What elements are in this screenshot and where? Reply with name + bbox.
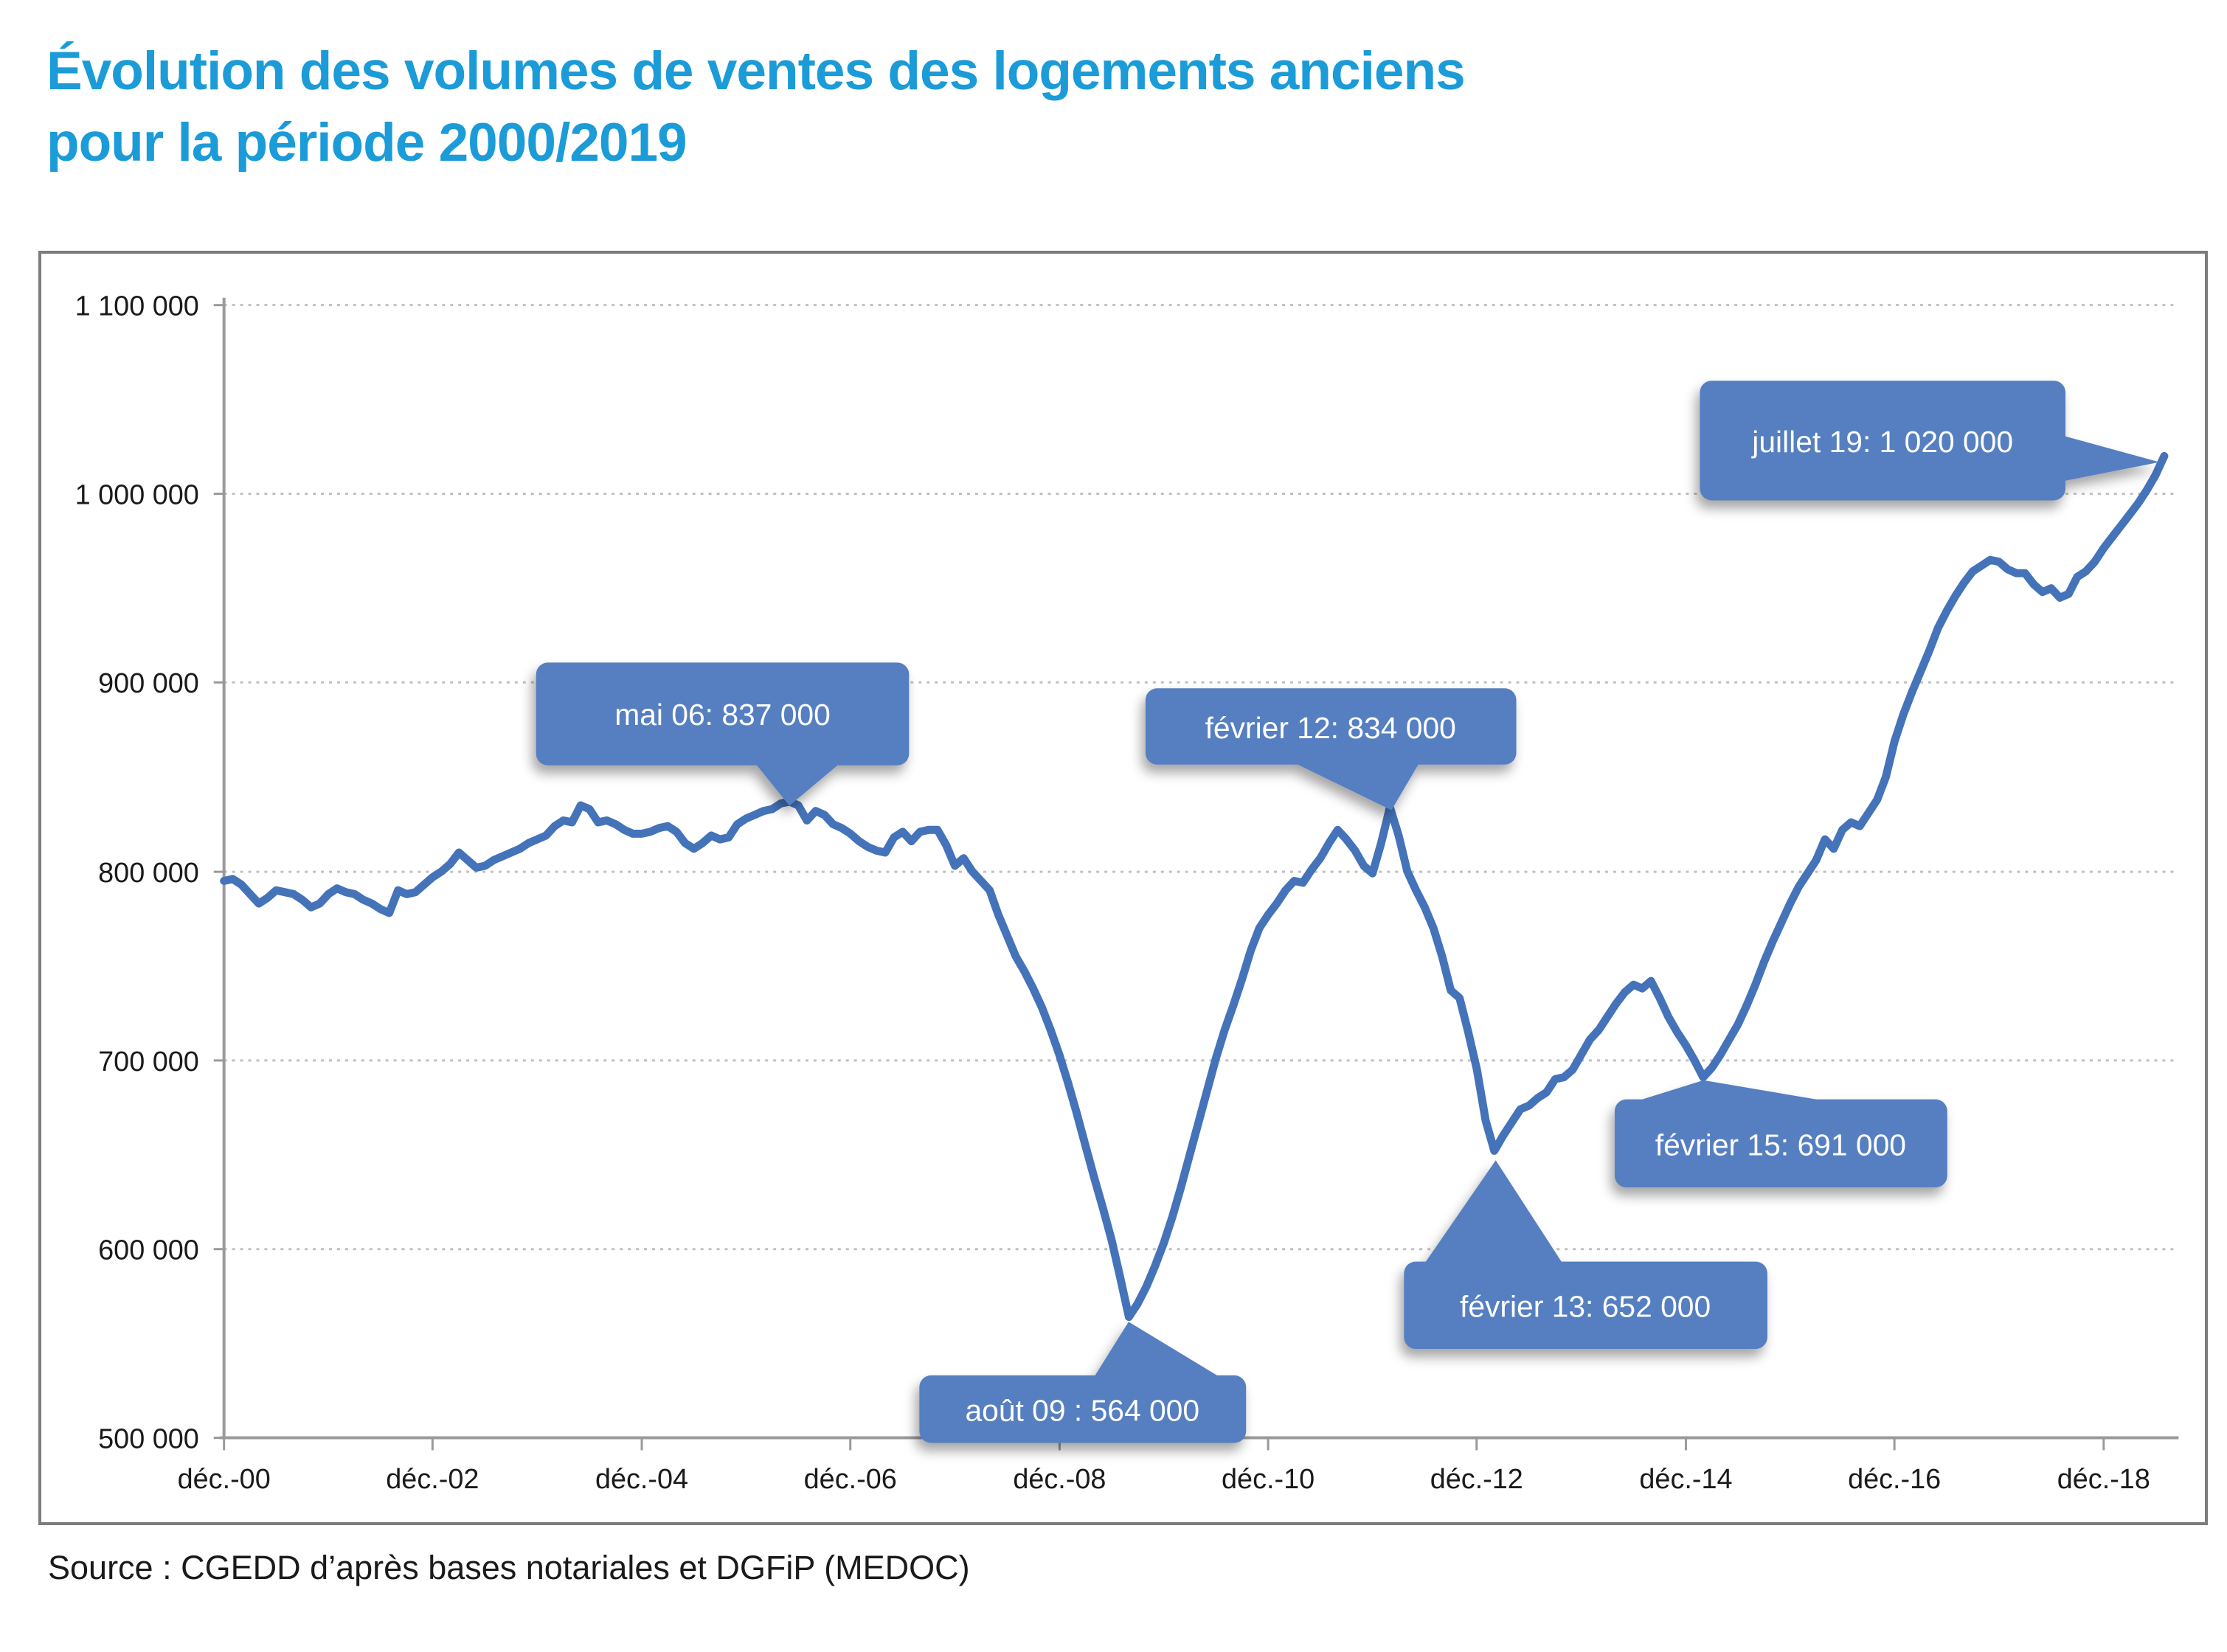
annotation-callouts bbox=[536, 381, 2160, 1443]
x-axis-labels bbox=[178, 1464, 2150, 1495]
y-tick-label: 800 000 bbox=[98, 858, 199, 889]
y-tick-label: 600 000 bbox=[98, 1235, 199, 1266]
callout-label: mai 06: 837 000 bbox=[614, 698, 831, 732]
x-tick-label: déc.-08 bbox=[1013, 1464, 1106, 1496]
callout-label: février 15: 691 000 bbox=[1655, 1128, 1906, 1162]
x-tick-label: déc.-18 bbox=[2057, 1464, 2150, 1496]
chart-title bbox=[46, 35, 1465, 178]
x-tick-label: déc.-14 bbox=[1639, 1464, 1733, 1496]
y-axis-labels bbox=[75, 291, 199, 1455]
chart-title-line2: pour la période 2000/2019 bbox=[46, 113, 687, 173]
callout-label: juillet 19: 1 020 000 bbox=[1752, 424, 2014, 459]
callout-juillet-19 bbox=[1700, 381, 2159, 500]
callout-aout-09 bbox=[919, 1322, 1246, 1443]
y-tick-label: 500 000 bbox=[98, 1423, 199, 1455]
y-tick-label: 1 100 000 bbox=[75, 291, 199, 322]
callout-label: février 13: 652 000 bbox=[1459, 1289, 1711, 1324]
line-chart bbox=[41, 254, 2205, 1522]
x-tick-label: déc.-12 bbox=[1430, 1464, 1523, 1496]
x-tick-label: déc.-02 bbox=[386, 1464, 479, 1496]
x-tick-label: déc.-00 bbox=[177, 1464, 271, 1496]
y-tick-marks bbox=[214, 305, 224, 1438]
callout-fevrier-15 bbox=[1615, 1080, 1947, 1187]
source-note: Source : CGEDD d’après bases notariales et DGFiP (MEDOC) bbox=[48, 1549, 970, 1586]
sales-volume-line bbox=[224, 456, 2164, 1316]
y-tick-label: 900 000 bbox=[98, 668, 199, 700]
x-tick-label: déc.-04 bbox=[595, 1464, 689, 1496]
x-tick-label: déc.-06 bbox=[803, 1464, 897, 1496]
chart-title-line1: Évolution des volumes de ventes des logements anciens bbox=[46, 41, 1465, 101]
y-tick-label: 700 000 bbox=[98, 1046, 199, 1077]
x-tick-label: déc.-16 bbox=[1848, 1464, 1942, 1496]
callout-fevrier-12 bbox=[1146, 688, 1517, 810]
y-tick-label: 1 000 000 bbox=[75, 479, 199, 511]
chart-area bbox=[38, 251, 2208, 1525]
callout-label: février 12: 834 000 bbox=[1205, 710, 1456, 745]
callout-fevrier-13 bbox=[1404, 1160, 1767, 1349]
x-tick-label: déc.-10 bbox=[1222, 1464, 1315, 1496]
callout-label: août 09 : 564 000 bbox=[965, 1393, 1200, 1428]
callout-mai-06 bbox=[536, 662, 910, 805]
